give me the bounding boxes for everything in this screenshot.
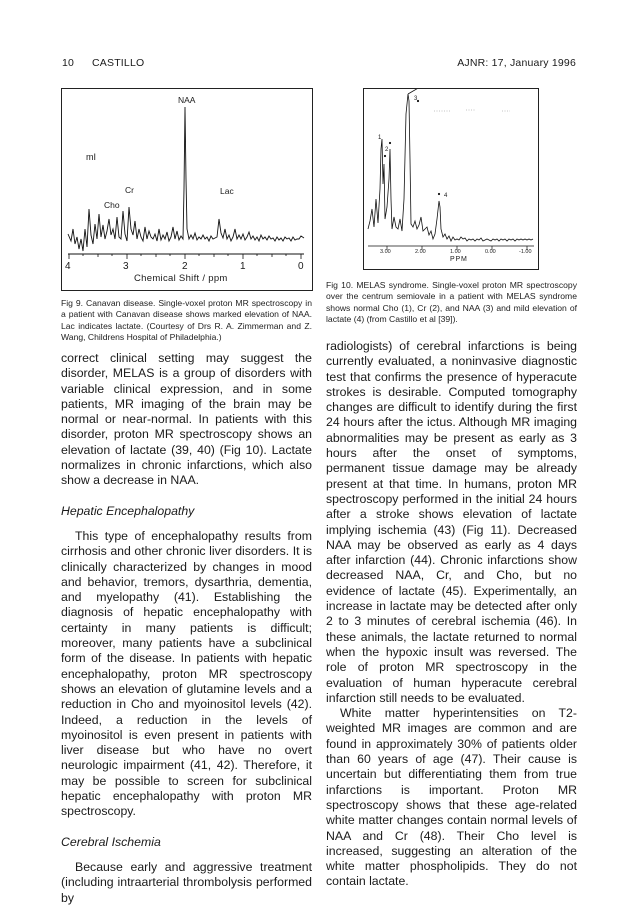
right-paragraph-white-matter: White matter hyperintensities on T2-weighted MR images are common and are found in approximately 30% of patients older than 60 years of age (47). Their cause is uncertain but differentiating them from true infarctions is important. Proton MR spectroscopy shows that these age-related white matter changes contain normal levels of NAA and Cr (48). Their Cho level is increased, suggesting an alteration of the white matter phospholipids. They do not contain lactate. [326,706,577,889]
right-text-column [326,339,577,890]
fig10-spectrum-trace [368,94,533,241]
fig9-ticks [69,254,301,259]
fig10-tick-1: 1.00 [450,249,461,255]
fig9-spectrum-plot [62,89,312,290]
section-heading-hepatic-encephalopathy: Hepatic Encephalopathy [61,503,195,518]
fig9-label-mi: mI [86,152,96,162]
fig9-tick-2: 2 [182,261,188,272]
fig10-peak-label-3: 3 [414,96,418,102]
fig9-tick-0: 0 [298,261,304,272]
left-text-column [61,351,312,906]
section-heading-cerebral-ischemia: Cerebral Ischemia [61,834,161,849]
fig9-label-cho: Cho [104,200,120,210]
page-number: 10 [62,57,75,69]
left-paragraph-ischemia: Because early and aggressive treatment (including intraarterial thrombolysis performed by [61,859,312,905]
fig9-axis-label: Chemical Shift / ppm [134,273,228,284]
fig10-tick-neg1: -1.00 [519,249,532,255]
fig9-label-cr: Cr [125,185,134,195]
fig9-tick-3: 3 [123,261,129,272]
fig9-spectrum-trace [68,107,304,251]
fig10-peak-label-1: 1 [378,135,382,141]
figure-10-melas-spectrum [363,88,539,270]
fig9-tick-1: 1 [240,261,246,272]
journal-citation: AJNR: 17, January 1996 [457,57,576,69]
fig10-tick-2: 2.00 [415,249,426,255]
left-paragraph-hepatic: This type of encephalopathy results from cirrhosis and other chronic liver disorders. It is clinically characterized by changes in mood and behavior, tremors, dysarthria, dementia, and myelopathy (41). Establishing the diagnosis of hepatic encephalopathy with certainty in many patients is difficult; moreover, many patients have a subclinical form of the disease. In patients with hepatic encephalopathy, proton MR spectroscopy shows an elevation of glutamine levels and a reduction in Cho and myoinositol levels (42). Indeed, a reduction in the levels of myoinositol is even present in patients with liver disease but who have no overt neurologic impairment (41, 42). Therefore, it may be possible to screen for subclinical hepatic encephalopathy with proton MR spectroscopy. [61,528,312,819]
fig9-label-lac: Lac [220,186,234,196]
fig10-caption: Fig 10. MELAS syndrome. Single-voxel proton MR spectroscopy over the centrum semiovale in a patient with MELAS syndrome shows normal Cho (1), Cr (2), and NAA (3) and mild elevation of lactate (4) (from Castillo et al [39]). [326,280,577,324]
fig10-spectrum-plot [364,89,538,269]
fig10-axis-label: PPM [450,256,468,263]
figure-9-canavan-spectrum [61,88,313,291]
fig9-caption: Fig 9. Canavan disease. Single-voxel proton MR spectroscopy in a patient with Canavan disease shows marked elevation of NAA. Lac indicates lactate. (Courtesy of Drs R. A. Zimmerman and Z. Wang, Childrens Hospital of Philadelphia.) [61,298,312,342]
fig10-peak-markers [384,100,440,195]
fig10-dotted-marks [434,110,510,111]
fig9-tick-4: 4 [65,261,71,272]
fig10-tick-0: 0.00 [485,249,496,255]
fig10-tick-3: 3.00 [380,249,391,255]
fig10-peak-label-4: 4 [444,193,448,199]
fig10-peak-label-2: 2 [385,147,389,153]
fig9-label-naa: NAA [178,95,196,105]
left-paragraph-melas: correct clinical setting may suggest the disorder, MELAS is a group of disorders with variable clinical expression, and in some patients, MR imaging of the brain may be normal or near-normal. In patients with this disorder, proton MR spectroscopy shows an elevation of lactate (39, 40) (Fig 10). Lactate normalizes in chronic infarctions, which also show a decrease in NAA. [61,351,312,488]
running-author: CASTILLO [92,57,145,69]
right-paragraph-stroke: radiologists) of cerebral infarctions is being currently evaluated, a noninvasive diagnostic test that confirms the presence of hyperacute strokes is desirable. Computed tomography changes are difficult to identify during the first 24 hours after the ictus. Although MR imaging abnormalities may be present as early as 3 hours after the onset of symptoms, permanent tissue damage may be already present at that time. In humans, proton MR spectroscopy performed in the initial 24 hours after a stroke shows elevation of lactate implying ischemia (43) (Fig 11). Decreased NAA may be observed as early as 4 days after infarction (44). Chronic infarctions show decreased NAA, Cr, and Cho, but no evidence of lactate (45). Experimentally, an increase in lactate may be detected after only 2 to 3 minutes of cerebral ischemia (46). In these animals, the lactate returned to normal when the hypoxic insult was reversed. The role of proton MR spectroscopy in the evaluation of human hyperacute cerebral infarction still needs to be evaluated. [326,339,577,705]
